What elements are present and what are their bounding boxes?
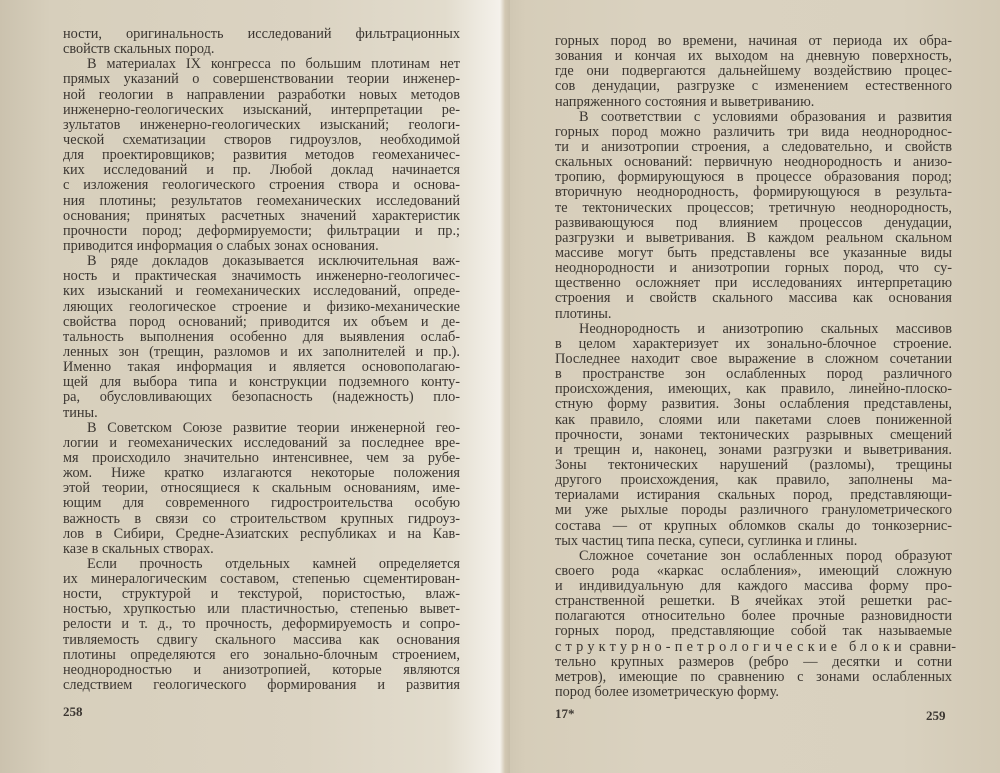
text-line [555, 638, 957, 655]
text-line: горных пород можно различить три вида неоднороднос- [555, 123, 952, 140]
text-line: мя происходило значительно интенсивнее, чем за рубе- [63, 449, 460, 466]
text-line: сов денудации, разгрузке с изменением естественного [555, 78, 952, 95]
text-line: тальность выполнения особенно для выявления ослаб- [63, 328, 460, 345]
text-line: В ряде докладов доказывается исключительная важ- [87, 253, 460, 270]
text-line: релости и т. д., то прочность, деформируемость и сопро- [63, 616, 460, 633]
signature-mark: 17* [555, 706, 575, 721]
text-line: жом. Ниже кратко излагаются некоторые положения [63, 465, 460, 482]
text-line: своего рода «каркас ослабления», имеющий сложную [555, 562, 952, 579]
text-line: скальных оснований: первичную неоднородность и анизо- [555, 154, 952, 171]
text-line: ния плотины; результатов геомеханических исследований [63, 192, 460, 209]
text-line: Последнее находит свое выражение в сложном сочетании [555, 350, 952, 367]
text-line: в пространстве зон ослабленных пород различного [555, 366, 952, 383]
text-line: Зоны тектонических нарушений (разломы), трещины [555, 456, 952, 473]
text-line: ких изысканий и геомеханических исследований, опреде- [63, 283, 460, 300]
text-line: тых частиц типа песка, супеси, суглинка и глины. [555, 532, 858, 549]
text-line: зования и кончая их выходом на дневную поверхность, [555, 48, 952, 65]
text-line: ти и анизотропии строения, а следовательно, и свойств [555, 138, 952, 155]
text-line-rest: сравни- [905, 638, 957, 655]
text-line: где они подвергаются дальнейшему воздействию процес- [555, 63, 952, 80]
text-line: их минералогическим составом, степенью сцементирован- [63, 571, 460, 588]
page-number-left: 258 [63, 704, 83, 719]
text-line: неоднородностью и анизотропией, которые являются [63, 661, 460, 678]
text-line: лов в Сибири, Средне-Азиатских республиках и на Кав- [63, 525, 460, 542]
text-line: тельно крупных размеров (ребро — десятки и сотни [555, 653, 952, 670]
text-line: казе в скальных створах. [63, 540, 214, 557]
text-line: зультатов инженерно-геологических изысканий; геологи- [63, 116, 460, 133]
text-line: происхождения, имеющих, как правило, линейно-плоско- [555, 381, 952, 398]
text-line: инженерно-геологических изысканий, интерпретации ре- [63, 101, 460, 118]
text-line: свойств скальных пород. [63, 41, 215, 58]
text-line: тропию, формирующуюся в процессе образования пород; [555, 169, 952, 186]
text-line: стную форму развития. Зоны ослабления представлены, [555, 396, 952, 413]
text-line: приводится информация о слабых зонах основания. [63, 237, 379, 254]
text-line: другого происхождения, как правило, заполнены ма- [555, 472, 952, 489]
text-line: ности, структурой и текстурой, пористостью, влаж- [63, 586, 460, 603]
text-line: прочности пород; деформируемости; фильтрации и пр.; [63, 222, 460, 239]
text-line: плотины определяются его зонально-блочным строением, [63, 646, 460, 663]
text-line: следствием геологического формирования и развития [63, 677, 460, 694]
right-page-text [555, 33, 957, 701]
text-line: ющим для современного гидростроительства особую [63, 495, 460, 512]
left-page-text [63, 27, 460, 693]
text-line: ческой схематизации створов гидроузлов, необходимой [63, 131, 460, 148]
text-line: тины. [63, 404, 98, 421]
text-line: В Советском Союзе развитие теории инженерной гео- [87, 419, 460, 436]
text-line: неоднородности и анизотропии горных пород, что су- [555, 260, 952, 277]
text-line: и индивидуальную для каждого массива форму про- [555, 578, 952, 595]
text-line: горных пород, представляющие собой так называемые [555, 623, 952, 640]
text-line: с изложения геологического строения створа и основа- [63, 177, 460, 194]
text-line: ность и практическая значимость инженерно-геологичес- [63, 268, 460, 285]
text-line: для проектировщиков; развития методов геомеханичес- [63, 147, 460, 164]
text-line: те тектонических процессов; третичную неоднородность, [555, 199, 952, 216]
text-line: и трещин и, наконец, зонами разгрузки и выветривания. [555, 441, 952, 458]
text-line: горных пород во времени, начиная от периода их обра- [555, 33, 952, 49]
text-line: териалами истирания скальных пород, представляющи- [555, 487, 952, 504]
book-gutter [500, 0, 510, 773]
text-line: щественно осложняет при исследованиях интерпретацию [555, 275, 952, 292]
text-line: в целом характеризует их зонально-блочное строение. [555, 335, 952, 352]
text-line: Именно такая информация и является основополагаю- [63, 359, 460, 376]
text-line: пород более изометрическую форму. [555, 684, 779, 701]
text-line: Если прочность отдельных камней определяется [87, 555, 460, 572]
text-line: прямых указаний о совершенствовании теории инженер- [63, 71, 460, 88]
text-line: В соответствии с условиями образования и развития [579, 108, 952, 125]
text-line: напряженного состояния и выветриванию. [555, 93, 815, 110]
text-line: основания; принятых расчетных значений характеристик [63, 207, 460, 224]
text-line: разгрузки и выветривания. В каждом реальном скальном [555, 229, 952, 246]
text-line: ностью, хрупкостью или пластичностью, степенью вывет- [63, 601, 460, 618]
page-number-right: 259 [926, 708, 946, 723]
text-line: полагаются относительно более прочные разновидности [555, 608, 952, 625]
text-line: состава — от крупных обломков скалы до тонкозернис- [555, 517, 952, 534]
text-line: строения и свойств скального массива как основания [555, 290, 952, 307]
text-line: вторичную неоднородность, формирующуюся в результа- [555, 184, 952, 201]
text-line: ми уже рыхлые породы различного гранулометрического [555, 502, 952, 519]
text-line: логии и геомеханических исследований за последнее вре- [63, 434, 460, 451]
text-line: ких исследований и пр. Любой доклад начинается [63, 162, 460, 179]
text-line: ной геологии в направлении разработки новых методов [63, 86, 460, 103]
text-line: В материалах IX конгресса по большим плотинам нет [87, 56, 460, 73]
text-line: Сложное сочетание зон ослабленных пород образуют [579, 547, 952, 564]
text-line: массиве могут быть представлены все указанные виды [555, 244, 952, 261]
text-line: метров), имеющие по сравнению с зонами ослабленных [555, 668, 952, 685]
text-line: тивляемость сдвигу скального массива как основания [63, 631, 460, 648]
text-line: как правило, слоями или пакетами слоев пониженной [555, 411, 952, 428]
text-line: странственной решетки. В ячейках этой решетки рас- [555, 593, 952, 610]
text-line: ра, обусловливающих безопасность (надежность) пло- [63, 389, 460, 406]
text-line: щей для выбора типа и конструкции подземного конту- [63, 374, 460, 391]
text-line: плотины. [555, 305, 612, 322]
text-line: ляющих геологическое строение и физико-механические [63, 298, 460, 315]
spaced-term: структурно-петрологические блоки [555, 638, 906, 655]
text-line: ности, оригинальность исследований фильтрационных [63, 26, 460, 42]
text-line: развивающуюся под влиянием процессов денудации, [555, 214, 952, 231]
text-line: прочности, зонами тектонических разрывных смещений [555, 426, 952, 443]
text-line: этой теории, относящиеся к скальным основаниям, име- [63, 480, 460, 497]
text-line: ленных зон (трещин, разломов и их заполнителей и пр.). [63, 343, 460, 360]
text-line: свойства пород оснований; приводится их объем и де- [63, 313, 460, 330]
text-line: важность в связи со строительством крупных гидроуз- [63, 510, 460, 527]
text-line: Неоднородность и анизотропию скальных массивов [579, 320, 952, 337]
